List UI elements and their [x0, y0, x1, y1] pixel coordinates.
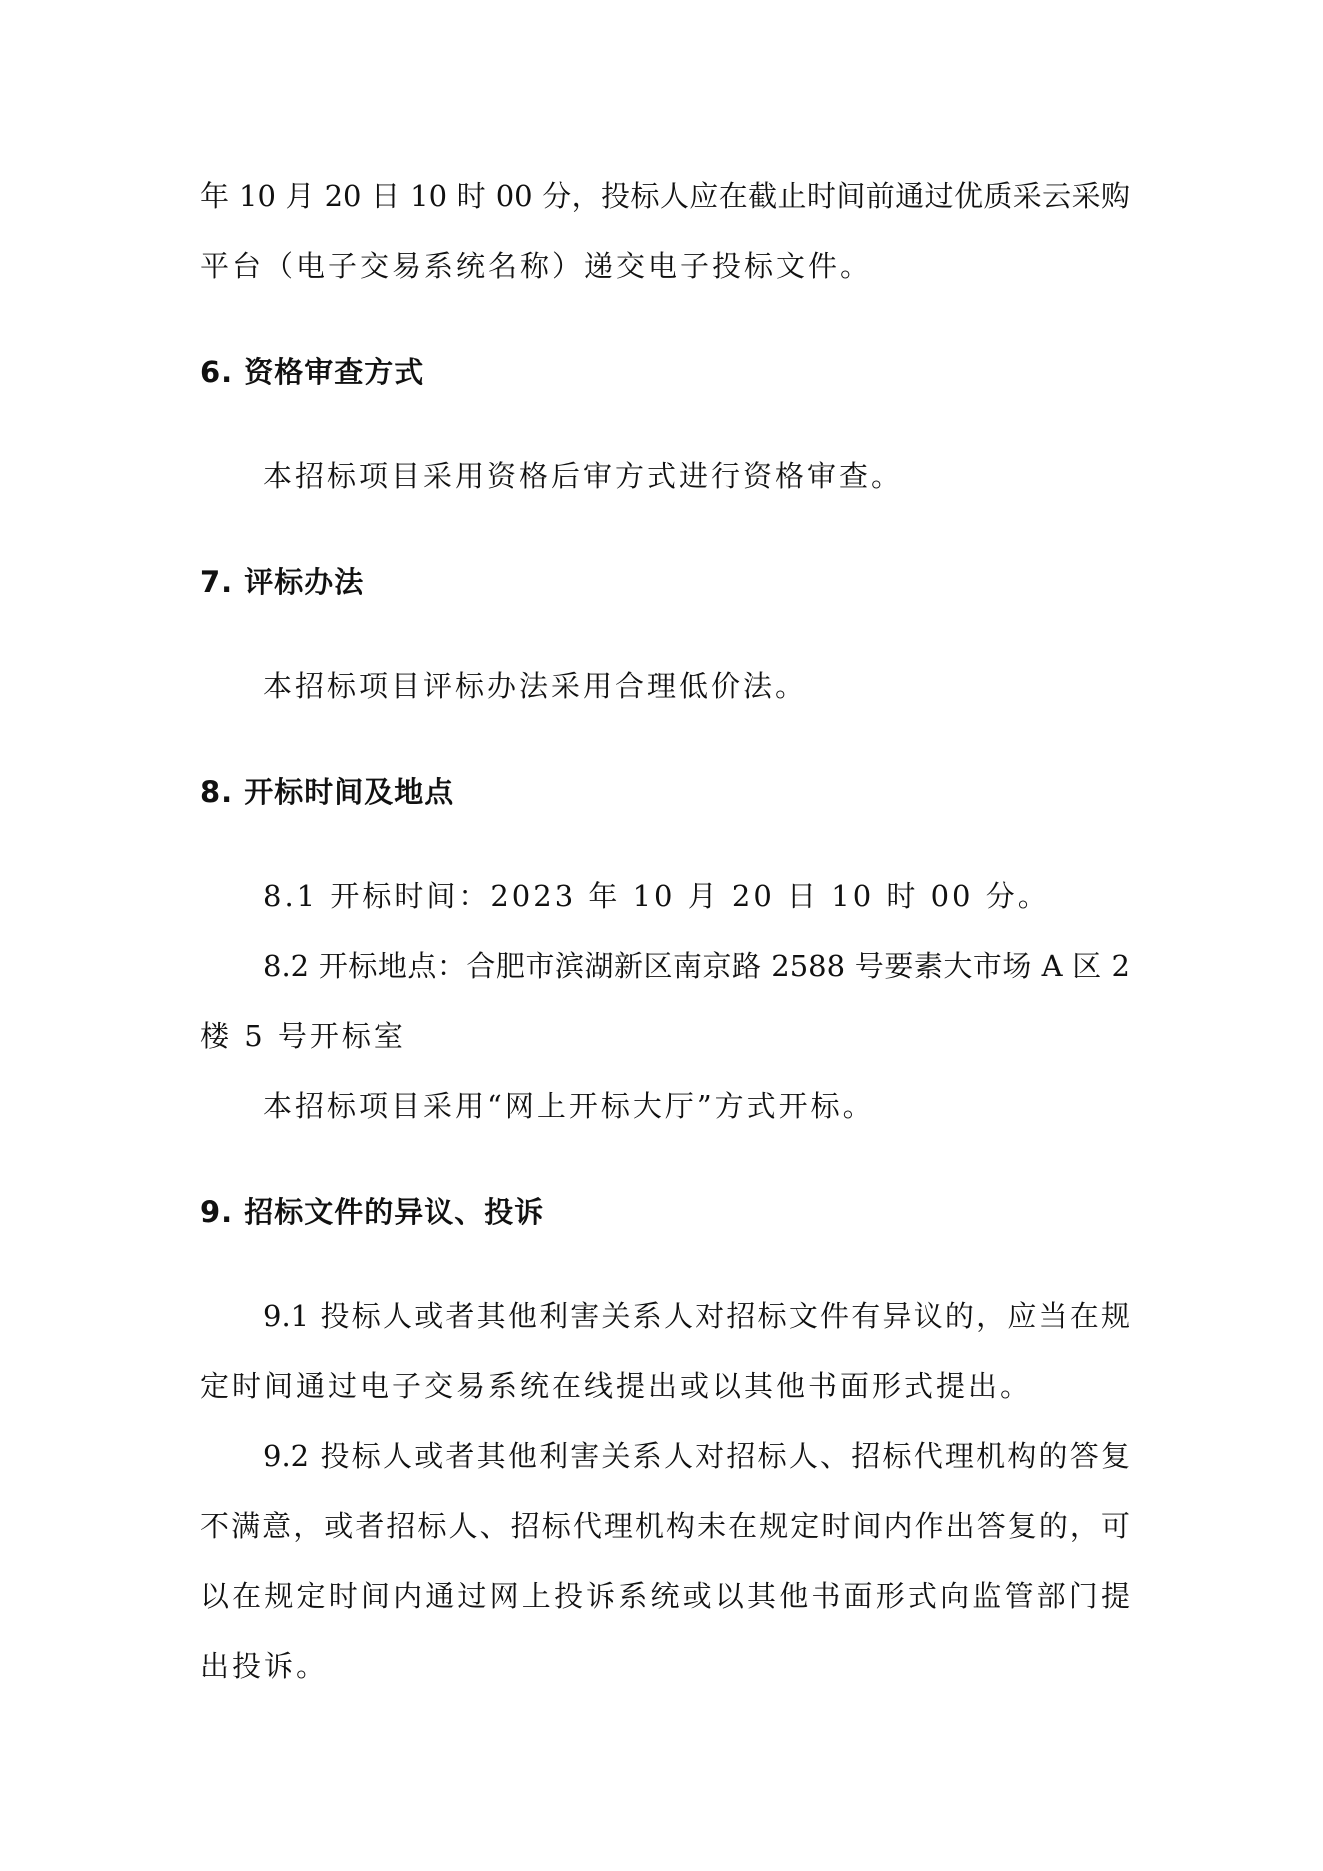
section-8-item-2-line-1: 8.2 开标地点：合肥市滨湖新区南京路 2588 号要素大市场 A 区 2 [263, 949, 1130, 983]
section-8-heading: 8. 开标时间及地点 [200, 775, 455, 809]
section-9-item-2-line-3: 以在规定时间内通过网上投诉系统或以其他书面形式向监管部门提 [200, 1579, 1130, 1613]
section-9-item-1-line-2: 定时间通过电子交易系统在线提出或以其他书面形式提出。 [200, 1369, 1033, 1403]
section-9-heading: 9. 招标文件的异议、投诉 [200, 1195, 545, 1229]
section-9-item-2-line-2: 不满意，或者招标人、招标代理机构未在规定时间内作出答复的，可 [200, 1509, 1130, 1543]
section-9-item-2-line-4: 出投诉。 [200, 1649, 329, 1683]
section-6-heading: 6. 资格审查方式 [200, 355, 425, 389]
section-7-text: 本招标项目评标办法采用合理低价法。 [263, 669, 808, 703]
intro-line-1: 年 10 月 20 日 10 时 00 分，投标人应在截止时间前通过优质采云采购 [200, 179, 1130, 213]
section-7-heading: 7. 评标办法 [200, 565, 365, 599]
section-9-item-2-line-1: 9.2 投标人或者其他利害关系人对招标人、招标代理机构的答复 [263, 1439, 1130, 1473]
intro-line-2: 平台（电子交易系统名称）递交电子投标文件。 [200, 249, 873, 283]
section-6-text: 本招标项目采用资格后审方式进行资格审查。 [263, 459, 904, 493]
section-9-item-1-line-1: 9.1 投标人或者其他利害关系人对招标文件有异议的，应当在规 [263, 1299, 1130, 1333]
section-8-note: 本招标项目采用“网上开标大厅”方式开标。 [263, 1089, 875, 1123]
section-8-item-1: 8.1 开标时间：2023 年 10 月 20 日 10 时 00 分。 [263, 879, 1050, 913]
section-8-item-2-line-2: 楼 5 号开标室 [200, 1019, 406, 1053]
